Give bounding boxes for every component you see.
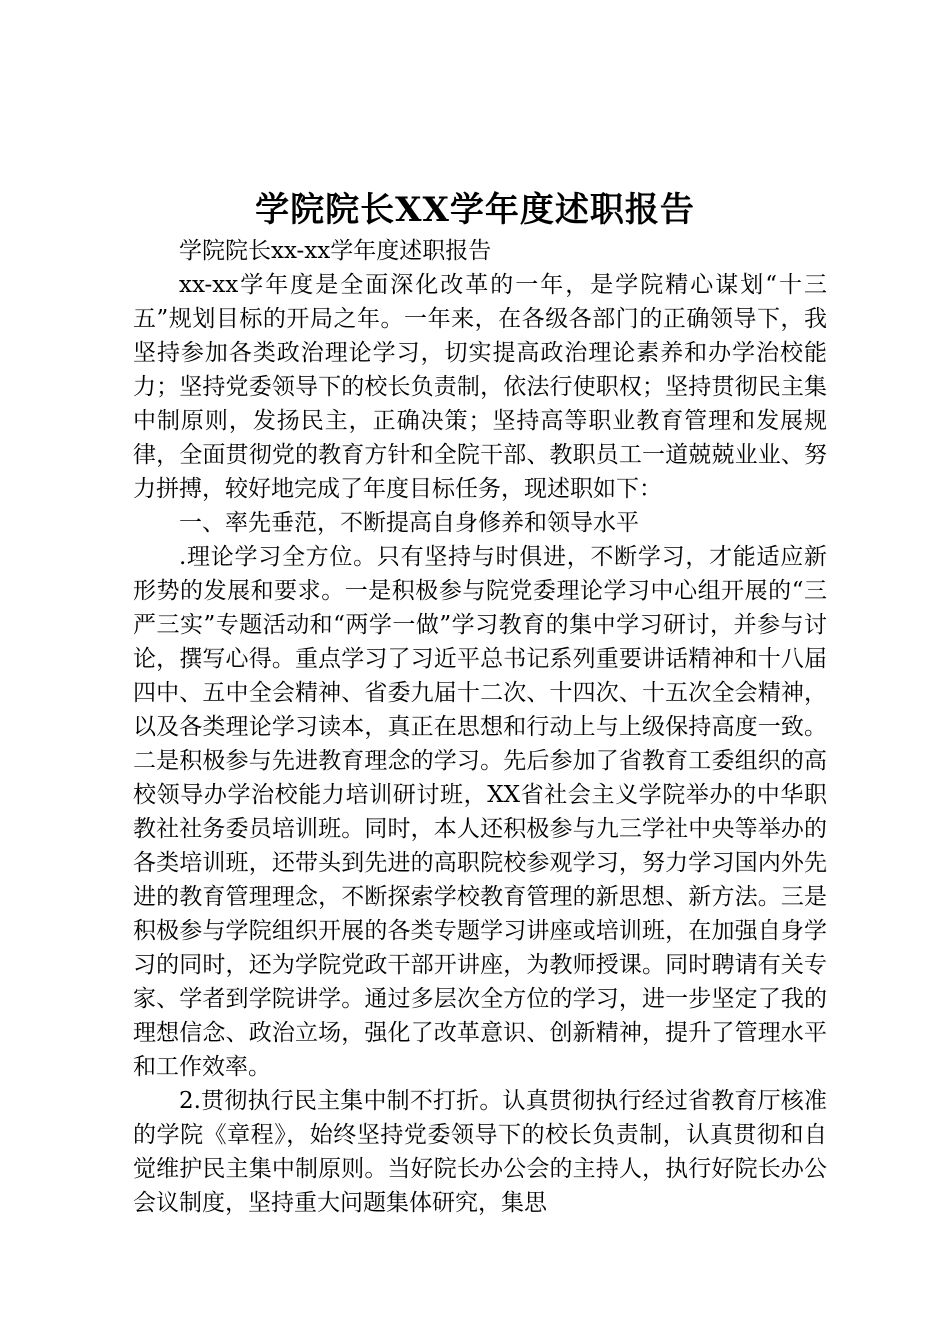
body-paragraph-democratic-centralism: 2.贯彻执行民主集中制不打折。认真贯彻执行经过省教育厅核准的学院《章程》，始终坚持党委领导下的校长负责制，认真贯彻和自觉维护民主集中制原则。当好院长办公会的主持人，执行好院长办公会议制度，坚持重大问题集体研究，集思 <box>133 1088 827 1216</box>
body-paragraph-intro: xx-xx学年度是全面深化改革的一年，是学院精心谋划“十三五”规划目标的开局之年。一年来，在各级各部门的正确领导下，我坚持参加各类政治理论学习，切实提高政治理论素养和办学治校能力；坚持党委领导下的校长负责制，依法行使职权；坚持贯彻民主集中制原则，发扬民主，正确决策；坚持高等职业教育管理和发展规律，全面贯彻党的教育方针和全院干部、教职员工一道兢兢业业、努力拼搏，较好地完成了年度目标任务，现述职如下： <box>133 272 827 502</box>
section-heading-1: 一、率先垂范，不断提高自身修养和领导水平 <box>179 510 639 536</box>
document-body <box>133 234 827 1220</box>
document-title: 学院院长XX学年度述职报告 <box>255 190 695 230</box>
body-paragraph-theory-study: .理论学习全方位。只有坚持与时俱进，不断学习，才能适应新形势的发展和要求。一是积极参与院党委理论学习中心组开展的“三严三实”专题活动和“两学一做”学习教育的集中学习研讨，并参与讨论，撰写心得。重点学习了习近平总书记系列重要讲话精神和十八届四中、五中全会精神、省委九届十二次、十四次、十五次全会精神，以及各类理论学习读本，真正在思想和行动上与上级保持高度一致。二是积极参与先进教育理念的学习。先后参加了省教育工委组织的高校领导办学治校能力培训研讨班，XX省社会主义学院举办的中华职教社社务委员培训班。同时，本人还积极参与九三学社中央等举办的各类培训班，还带头到先进的高职院校参观学习，努力学习国内外先进的教育管理理念，不断探索学校教育管理的新思想、新方法。三是积极参与学院组织开展的各类专题学习讲座或培训班，在加强自身学习的同时，还为学院党政干部开讲座，为教师授课。同时聘请有关专家、学者到学院讲学。通过多层次全方位的学习，进一步坚定了我的理想信念、政治立场，强化了改革意识、创新精神，提升了管理水平和工作效率。 <box>133 544 827 1080</box>
body-paragraph-subtitle: 学院院长xx-xx学年度述职报告 <box>179 238 492 264</box>
